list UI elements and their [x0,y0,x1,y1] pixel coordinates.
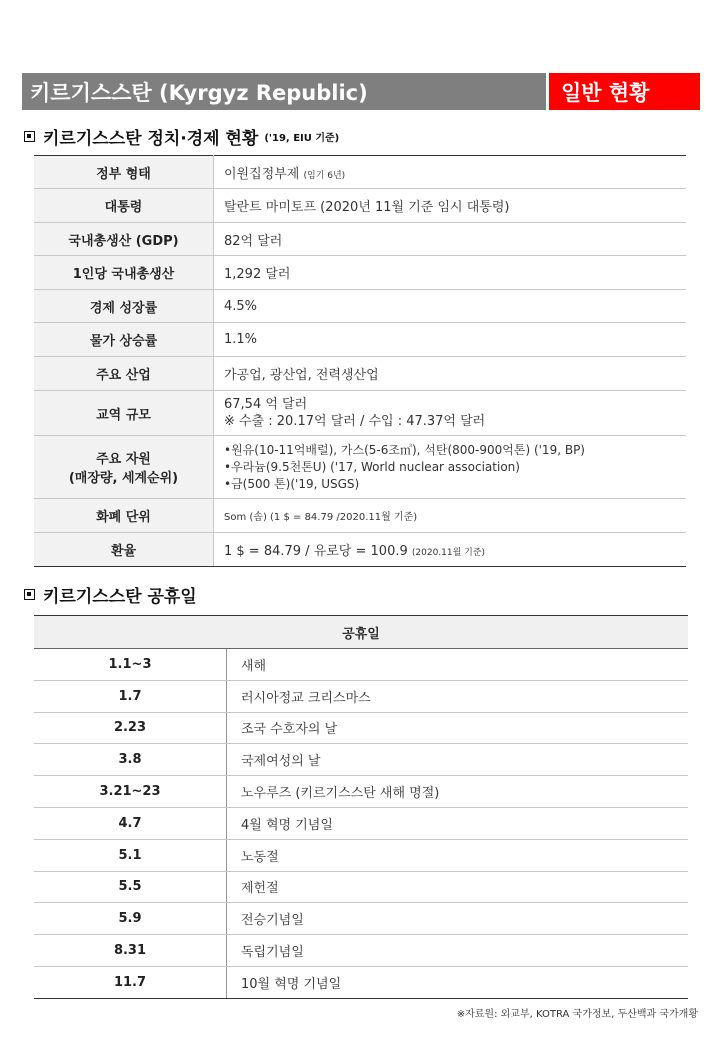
table-row [34,744,688,776]
holiday-name: 조국 수호자의 날 [227,712,689,744]
table-row [34,436,686,499]
economy-table [34,155,686,567]
holiday-date: 3.8 [34,744,227,776]
holiday-date: 5.5 [34,871,227,903]
holiday-date: 3.21~23 [34,776,227,808]
row-label: 환율 [34,533,214,567]
row-value: 1,292 달러 [214,256,687,290]
holiday-table-body [34,649,688,999]
row-label [34,436,214,499]
holiday-name: 10월 혁명 기념일 [227,966,689,998]
section-heading-text: 키르기스스탄 공휴일 [43,587,197,607]
holiday-name: 제헌절 [227,871,689,903]
holiday-date: 4.7 [34,807,227,839]
value-line: •원유(10-11억배럴), 가스(5-6조㎥), 석탄(800-900억톤) ('19, BP) [224,442,585,457]
table-row [34,290,686,323]
table-row [34,966,688,998]
holiday-name: 러시아정교 크리스마스 [227,680,689,712]
holiday-date: 1.1~3 [34,649,227,681]
row-value [214,156,687,189]
holiday-name: 노동절 [227,839,689,871]
table-row [34,712,688,744]
holiday-date: 5.1 [34,839,227,871]
table-row [34,223,686,256]
value-note: (임기 6년) [303,170,346,181]
row-label-line: (매장량, 세계순위) [68,471,179,486]
holiday-date: 5.9 [34,903,227,935]
value-text: 1 $ = 84.79 / 유로당 = 100.9 [224,544,408,559]
holiday-date: 2.23 [34,712,227,744]
table-row [34,935,688,967]
value-line: •금(500 톤)('19, USGS) [224,476,360,491]
holiday-name: 독립기념일 [227,935,689,967]
row-value: 탈란트 마미토프 (2020년 11월 기준 임시 대통령) [214,189,687,223]
holiday-name: 전승기념일 [227,903,689,935]
holiday-table-header: 공휴일 [34,616,688,649]
section-heading-holidays [24,582,197,607]
holiday-date: 8.31 [34,935,227,967]
square-bullet-icon [24,589,35,600]
source-note: ※자료원: 외교부, KOTRA 국가정보, 두산백과 국가개황 [456,1009,698,1020]
section-heading-note: ('19, EIU 기준) [264,133,340,144]
row-value [214,533,687,567]
table-row [34,357,686,391]
table-row [34,323,686,357]
table-row [34,807,688,839]
row-value: 가공업, 광산업, 전력생산업 [214,357,687,391]
holiday-table [34,615,688,999]
value-text: 이원집정부제 [224,166,300,182]
table-row [34,256,686,290]
section-heading-economy [24,124,339,149]
value-line: 67,54 억 달러 [224,397,308,412]
table-row [34,499,686,533]
table-row [34,189,686,223]
value-line: ※ 수출 : 20.17억 달러 / 수입 : 47.37억 달러 [224,414,486,429]
table-row [34,156,686,189]
row-label: 교역 규모 [34,391,214,436]
holiday-date: 1.7 [34,680,227,712]
table-row [34,649,688,681]
row-value: 4.5% [214,290,687,323]
holiday-date: 11.7 [34,966,227,998]
row-value: 1.1% [214,323,687,357]
row-label: 경제 성장률 [34,290,214,323]
row-label: 국내총생산 (GDP) [34,223,214,256]
table-row [34,903,688,935]
table-row [34,871,688,903]
holiday-name: 4월 혁명 기념일 [227,807,689,839]
holiday-name: 국제여성의 날 [227,744,689,776]
row-label-line: 주요 자원 [96,452,151,467]
page-title: 키르기스스탄 (Kyrgyz Republic) [22,73,546,110]
section-heading-text: 키르기스스탄 정치·경제 현황 [43,129,259,149]
holiday-name: 새해 [227,649,689,681]
table-row [34,533,686,567]
title-bar [22,73,700,110]
holiday-name: 노우루즈 (키르기스스탄 새해 명절) [227,776,689,808]
row-label: 물가 상승률 [34,323,214,357]
value-note: (2020.11월 기준) [411,548,486,558]
row-label: 화폐 단위 [34,499,214,533]
square-bullet-icon [24,131,35,142]
value-line: •우라늄(9.5천톤U) ('17, World nuclear association) [224,459,520,474]
row-label: 정부 형태 [34,156,214,189]
row-value: Som (솜) (1 $ = 84.79 /2020.11월 기준) [214,499,687,533]
table-row [34,839,688,871]
row-value: 82억 달러 [214,223,687,256]
table-row [34,391,686,436]
row-value [214,391,687,436]
row-label: 대통령 [34,189,214,223]
row-value [214,436,687,499]
table-row [34,680,688,712]
row-label: 1인당 국내총생산 [34,256,214,290]
table-row [34,776,688,808]
row-label: 주요 산업 [34,357,214,391]
section-tag: 일반 현황 [546,73,700,110]
